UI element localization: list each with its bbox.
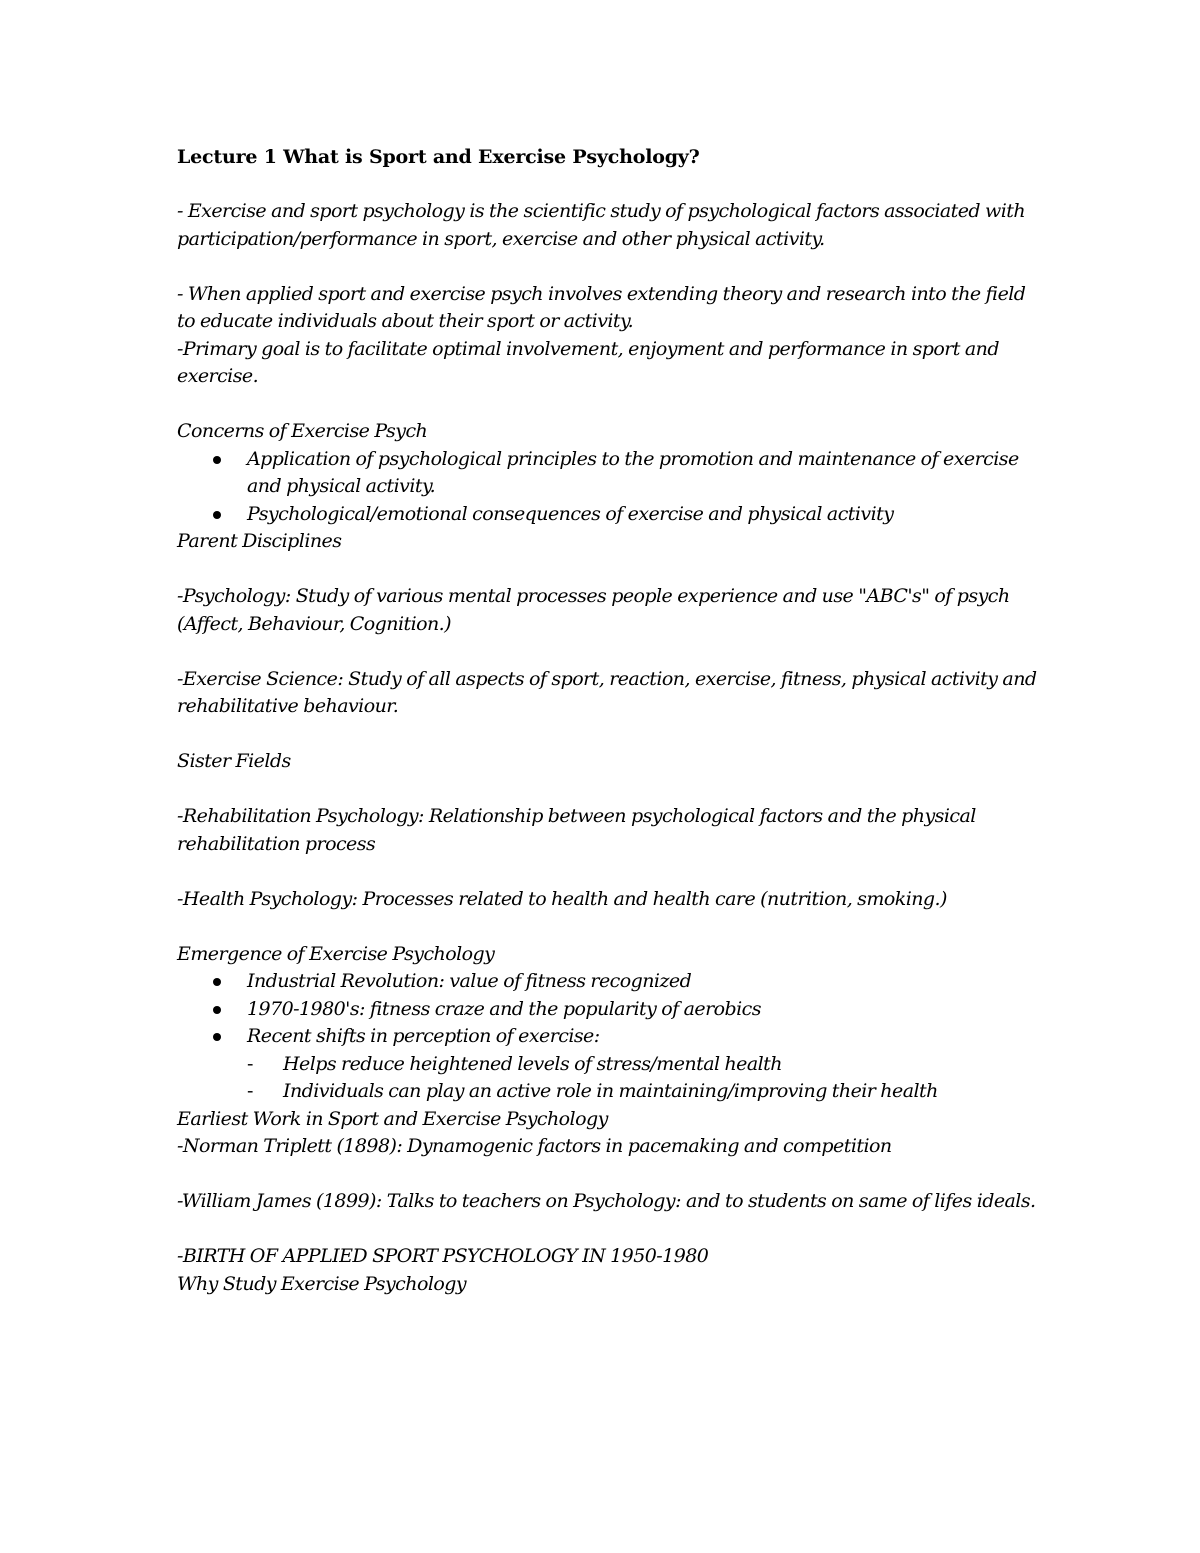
parent-item-psychology: -Psychology: Study of various mental processes people experience and use "ABC's" of psych (Affect, Behaviour, Cognition.) xyxy=(177,585,1010,635)
sister-item-rehabilitation: -Rehabilitation Psychology: Relationship between psychological factors and the physical rehabilitation process xyxy=(177,805,976,855)
section-emergence xyxy=(177,941,1047,1106)
section-parent-disciplines xyxy=(177,528,1047,721)
sister-item-health: -Health Psychology: Processes related to health and health care (nutrition, smoking.) xyxy=(177,887,947,910)
bullet-icon xyxy=(213,511,221,519)
intro-paragraph-applied: - When applied sport and exercise psych involves extending theory and research into the field to educate individuals about their sport or activity. xyxy=(177,282,1026,332)
birth-applied-line: -BIRTH OF APPLIED SPORT PSYCHOLOGY IN 1950-1980 xyxy=(177,1245,709,1267)
intro-paragraph-goal: -Primary goal is to facilitate optimal involvement, enjoyment and performance in sport and exercise. xyxy=(177,337,999,387)
section-heading-parent: Parent Disciplines xyxy=(177,530,342,552)
bullet-icon xyxy=(213,1006,221,1014)
page-title: Lecture 1 What is Sport and Exercise Psychology? xyxy=(177,146,700,168)
section-heading-why-study: Why Study Exercise Psychology xyxy=(177,1272,467,1295)
bullet-icon xyxy=(213,978,221,986)
list-item-text: Recent shifts in perception of exercise: xyxy=(247,1025,600,1047)
section-concerns xyxy=(177,418,1047,528)
section-earliest-work xyxy=(177,1106,1047,1216)
list-item xyxy=(177,968,1047,996)
list-item-text: Industrial Revolution: value of fitness recognized xyxy=(247,970,692,992)
section-heading-emergence: Emergence of Exercise Psychology xyxy=(177,942,495,965)
section-heading-concerns: Concerns of Exercise Psych xyxy=(177,420,428,442)
dash-icon: - xyxy=(247,1052,253,1075)
document-body xyxy=(177,143,1047,1298)
sub-list-item xyxy=(177,1078,1047,1106)
list-item xyxy=(177,446,1047,501)
sub-list-item-text: Individuals can play an active role in maintaining/improving their health xyxy=(283,1080,938,1102)
list-item-text: 1970-1980's: fitness craze and the popularity of aerobics xyxy=(247,997,761,1020)
list-item-text: Application of psychological principles to the promotion and maintenance of exercise and physical activity. xyxy=(247,447,1019,497)
list-item xyxy=(177,1023,1047,1051)
section-sister-fields xyxy=(177,748,1047,913)
concerns-list xyxy=(177,446,1047,529)
list-item-text: Psychological/emotional consequences of exercise and physical activity xyxy=(247,502,894,525)
intro-paragraph-definition: - Exercise and sport psychology is the scientific study of psychological factors associated with participation/performance in sport, exercise and other physical activity. xyxy=(177,200,1026,250)
dash-icon: - xyxy=(247,1080,253,1102)
sub-list-item xyxy=(177,1051,1047,1079)
section-heading-earliest: Earliest Work in Sport and Exercise Psychology xyxy=(177,1107,608,1130)
bullet-icon xyxy=(213,456,221,464)
section-heading-sister: Sister Fields xyxy=(177,750,291,772)
parent-item-exercise-science: -Exercise Science: Study of all aspects of sport, reaction, exercise, fitness, physical activity and rehabilitative behaviour. xyxy=(177,667,1037,717)
emergence-sublist xyxy=(177,1051,1047,1106)
bullet-icon xyxy=(213,1033,221,1041)
list-item xyxy=(177,501,1047,529)
emergence-list xyxy=(177,968,1047,1051)
list-item xyxy=(177,996,1047,1024)
earliest-item-james: -William James (1899): Talks to teachers on Psychology: and to students on same of lifes ideals. xyxy=(177,1190,1036,1212)
sub-list-item-text: Helps reduce heightened levels of stress/mental health xyxy=(283,1052,782,1075)
earliest-item-triplett: -Norman Triplett (1898): Dynamogenic factors in pacemaking and competition xyxy=(177,1135,892,1157)
